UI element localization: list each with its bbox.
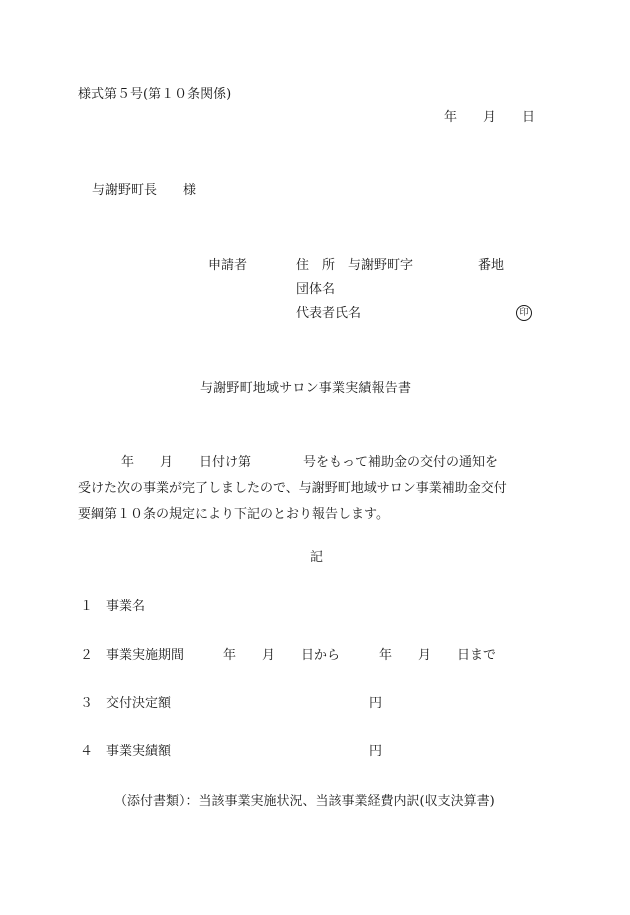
body-paragraph-line-3: 要綱第１０条の規定により下記のとおり報告します。: [78, 507, 389, 522]
item-grant-decision-amount: ３ 交付決定額: [80, 696, 172, 711]
item-actual-amount-unit: 円: [369, 744, 383, 759]
applicant-representative: 代表者氏名: [296, 306, 362, 321]
seal-icon: 印: [516, 305, 532, 321]
ki-heading: 記: [310, 550, 324, 565]
addressee: 与謝野町長 様: [92, 183, 197, 198]
item-project-name: １ 事業名: [80, 599, 146, 614]
item-implementation-period: ２ 事業実施期間 年 月 日から 年 月 日まで: [80, 648, 497, 663]
form-number: 様式第５号(第１０条関係): [78, 87, 232, 102]
applicant-address: 住 所 与謝野町字 番地: [296, 258, 505, 273]
applicant-label: 申請者: [208, 258, 248, 273]
report-title: 与謝野町地域サロン事業実績報告書: [200, 381, 412, 396]
item-grant-decision-amount-unit: 円: [369, 696, 383, 711]
date-line: 年 月 日: [444, 110, 536, 125]
item-actual-amount: ４ 事業実績額: [80, 744, 172, 759]
attachments-note: （添付書類）：当該事業実施状況、当該事業経費内訳(収支決算書): [114, 794, 495, 809]
body-paragraph-line-2: 受けた次の事業が完了しましたので、与謝野町地域サロン事業補助金交付: [78, 481, 507, 496]
applicant-group-name: 団体名: [296, 282, 336, 297]
body-paragraph-line-1: 年 月 日付け第 号をもって補助金の交付の通知を: [121, 455, 499, 470]
